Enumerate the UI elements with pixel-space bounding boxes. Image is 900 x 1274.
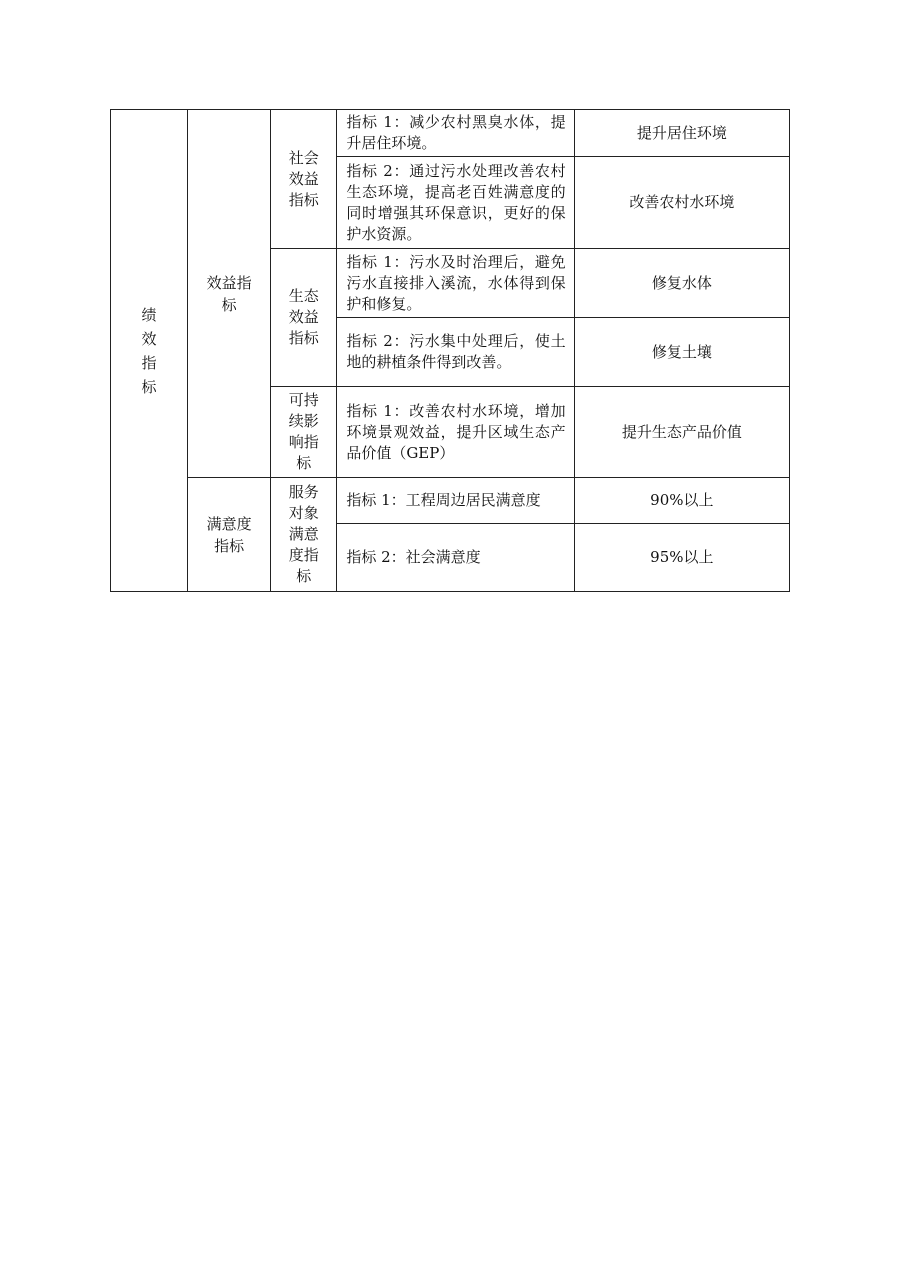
- indicator-cell: 指标 2：污水集中处理后，使土地的耕植条件得到改善。: [337, 318, 574, 387]
- level3-category-label: 可持续影响指标: [288, 391, 319, 472]
- target-value-cell: 95%以上: [574, 524, 789, 592]
- level3-category-label: 生态效益指标: [288, 287, 319, 347]
- level3-category-cell: [271, 249, 337, 387]
- level3-category-cell: [271, 478, 337, 592]
- target-value-cell: 提升居住环境: [574, 110, 789, 157]
- level3-category-cell: [271, 110, 337, 249]
- indicator-cell: 指标 1：污水及时治理后，避免污水直接排入溪流，水体得到保护和修复。: [337, 249, 574, 318]
- target-value-cell: 修复土壤: [574, 318, 789, 387]
- performance-indicator-table: [110, 109, 790, 592]
- level2-category-label: 效益指标: [206, 273, 252, 314]
- target-value-cell: 修复水体: [574, 249, 789, 318]
- level1-category-cell: [111, 110, 188, 592]
- table-row: [111, 110, 790, 157]
- level3-category-cell: [271, 387, 337, 478]
- indicator-cell: 指标 2：通过污水处理改善农村生态环境，提高老百姓满意度的同时增强其环保意识，更好的保护水资源。: [337, 157, 574, 249]
- level2-category-cell: [188, 110, 271, 478]
- target-value-cell: 90%以上: [574, 478, 789, 524]
- indicator-cell: 指标 1：减少农村黑臭水体，提升居住环境。: [337, 110, 574, 157]
- level3-category-label: 社会效益指标: [288, 148, 319, 209]
- target-value-cell: 提升生态产品价值: [574, 387, 789, 478]
- table-row: [111, 478, 790, 524]
- indicator-cell: 指标 1：工程周边居民满意度: [337, 478, 574, 524]
- indicator-cell: 指标 1：改善农村水环境，增加环境景观效益，提升区域生态产品价值（GEP）: [337, 387, 574, 478]
- level2-category-cell: [188, 478, 271, 592]
- level3-category-label: 服务对象满意度指标: [288, 483, 319, 585]
- level2-category-label: 满意度指标: [206, 514, 252, 555]
- level1-category-label: 绩效指标: [141, 305, 157, 396]
- target-value-cell: 改善农村水环境: [574, 157, 789, 249]
- indicator-cell: 指标 2：社会满意度: [337, 524, 574, 592]
